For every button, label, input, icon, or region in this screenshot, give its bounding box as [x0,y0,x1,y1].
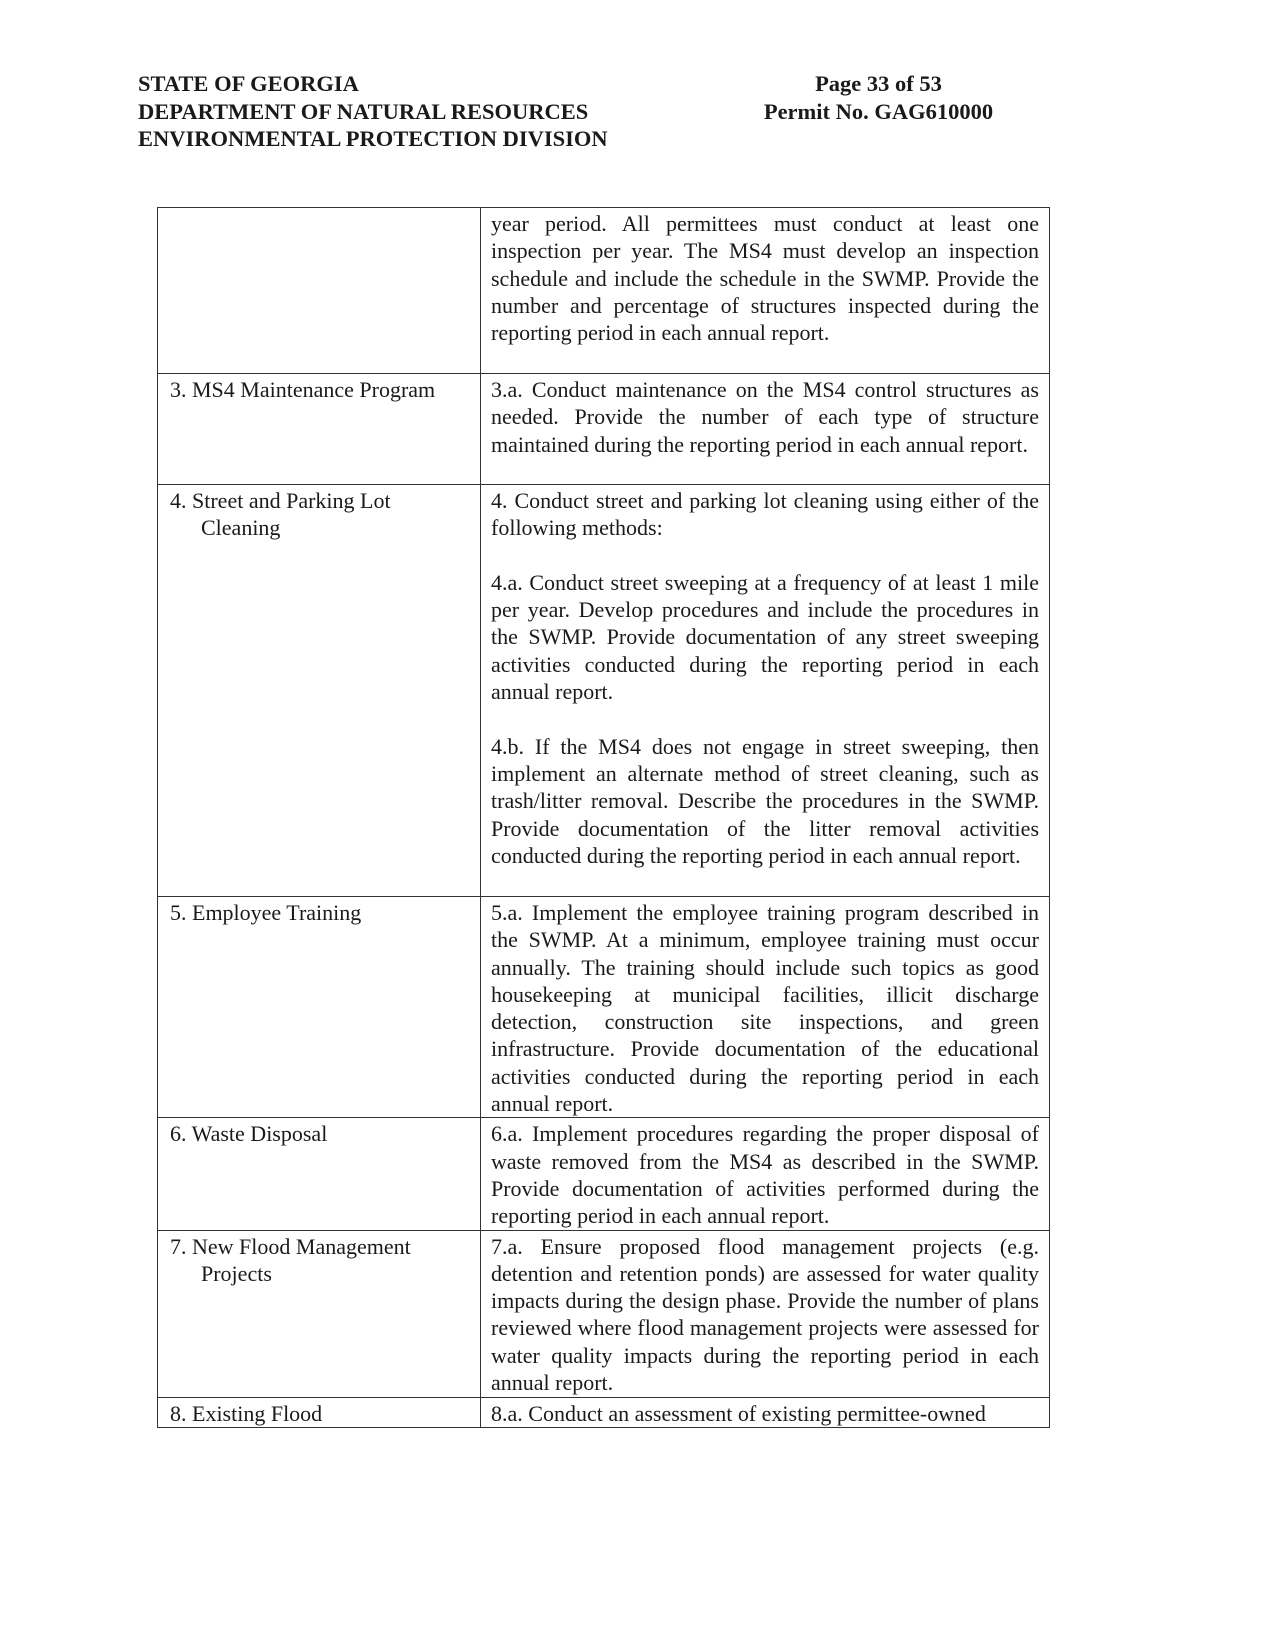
requirement-cell [481,897,1050,1118]
requirement-text: 3.a. Conduct maintenance on the MS4 control structures as needed. Provide the number of each type of structure maintained during the reporting period in each annual report. [491,377,1039,457]
header-agency [138,70,608,153]
requirement-text: 4.b. If the MS4 does not engage in street sweeping, then implement an alternate method of street cleaning, such as trash/litter removal. Describe the procedures in the SWMP. Provide documentation of the litter removal activities conducted during the reporting period in each annual report. [491,733,1039,868]
bmp-label: 3. MS4 Maintenance Program [170,377,436,402]
page-number: Page 33 of 53 [815,71,942,96]
requirement-cell [481,485,1050,897]
bmp-cell [158,897,481,1118]
requirement-cell [481,1230,1050,1397]
requirement-text: 8.a. Conduct an assessment of existing permittee-owned [491,1400,986,1426]
bmp-label: 5. Employee Training [170,900,362,925]
header-page-info [757,70,1000,125]
requirement-text: 6.a. Implement procedures regarding the proper disposal of waste removed from the MS4 as described in the SWMP. Provide documentation of activities performed during the reporting period in each annual report. [491,1121,1039,1229]
bmp-cell [158,485,481,897]
requirement-text: 4.a. Conduct street sweeping at a frequency of at least 1 mile per year. Develop procedures and include the procedures in the SWMP. Provide documentation of any street sweeping activities conducted during the reporting period in each annual report. [491,569,1039,705]
table-row [158,897,1050,1118]
requirements-table [157,207,1050,1428]
bmp-cell [158,1397,481,1427]
bmp-label: 8. Existing Flood [170,1400,323,1426]
requirement-text: 5.a. Implement the employee training program described in the SWMP. At a minimum, employee training must occur annually. The training should include such topics as good housekeeping at municipal facilities, illicit discharge detection, construction site inspections, and green infrastructure. Provide documentation of the educational activities conducted during the reporting period in each annual report. [491,900,1039,1117]
header-line: DEPARTMENT OF NATURAL RESOURCES [138,98,589,124]
table-row [158,1118,1050,1230]
header-line: ENVIRONMENTAL PROTECTION DIVISION [138,126,608,151]
header-line: STATE OF GEORGIA [138,71,359,96]
requirement-cell [481,374,1050,485]
permit-number: Permit No. GAG610000 [763,98,994,124]
requirement-text: year period. All permittees must conduct at least one inspection per year. The MS4 must develop an inspection schedule and include the schedule in the SWMP. Provide the number and percentage of structures inspected during the reporting period in each annual report. [491,211,1039,346]
bmp-cell [158,1118,481,1230]
table-row [158,208,1050,374]
table-row [158,1230,1050,1397]
requirement-text: 7.a. Ensure proposed flood management projects (e.g. detention and retention ponds) are assessed for water quality impacts during the design phase. Provide the number of plans reviewed where flood management projects were assessed for water quality impacts during the reporting period in each annual report. [491,1233,1039,1396]
requirement-text: 4. Conduct street and parking lot cleaning using either of the following methods: [491,488,1039,541]
table-row [158,1397,1050,1427]
table-row [158,485,1050,897]
bmp-label: 6. Waste Disposal [170,1121,328,1147]
bmp-cell [158,208,481,374]
bmp-cell [158,374,481,485]
requirement-cell [481,208,1050,374]
bmp-cell [158,1230,481,1397]
bmp-label: 7. New Flood Management Projects [170,1233,411,1286]
requirement-cell [481,1397,1050,1427]
requirement-cell [481,1118,1050,1230]
table-row [158,374,1050,485]
bmp-label: 4. Street and Parking Lot Cleaning [170,488,391,541]
